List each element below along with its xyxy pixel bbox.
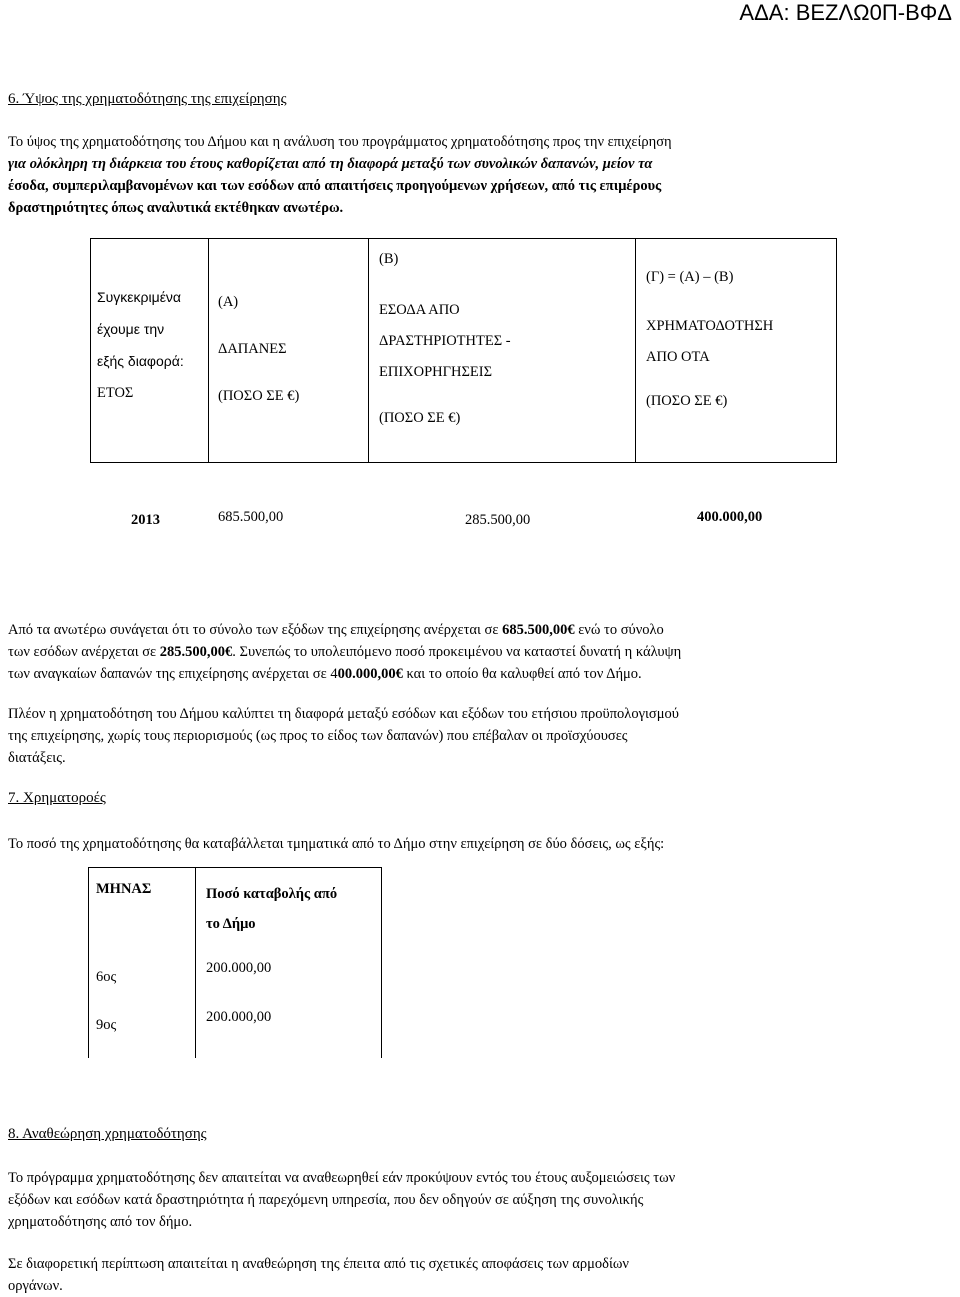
section-7-paragraph: Το ποσό της χρηματοδότησης θα καταβάλλεται τμηματικά από το Δήμο στην επιχείρηση σε δύο δόσεις, ως εξής: [8,836,665,852]
table-border-left [90,238,91,463]
summary-paragraph [8,619,828,685]
section-8-p1-line-3: χρηματοδότησης από τον δήμο. [8,1214,193,1230]
income-total: 285.500,00€ [159,644,233,660]
summary-text: και το οποίο θα καλυφθεί από τον Δήμο. [402,666,642,682]
header-expenses-line-3: (ΠΟΣΟ ΣΕ €) [218,388,300,404]
header-funding-line-2: ΧΡΗΜΑΤΟΔΟΤΗΣΗ [646,318,774,334]
schedule-row-2-month: 9ος [96,1017,117,1033]
section-6-paragraph [8,131,828,219]
header-income-line-2: ΕΣΟΔΑ ΑΠΟ [379,302,460,318]
coverage-line-1: Πλέον η χρηματοδότηση του Δήμου καλύπτει τη διαφορά μεταξύ εσόδων και εξόδων του ετήσιου προϋπολογισμού [8,706,679,722]
section-6-title: 6. Ύψος της χρηματοδότησης της επιχείρησης [8,91,287,107]
schedule-border-right [381,867,382,1058]
section-8-p1-line-2: εξόδων και εσόδων κατά δραστηριότητα ή παρεχόμενη υπηρεσία, που δεν οδηγούν σε αύξηση της συνολικής [8,1192,644,1208]
header-funding-line-3: ΑΠΟ ΟΤΑ [646,349,710,365]
schedule-header-amount-line-2: το Δήμο [206,916,256,932]
header-income-line-4: ΕΠΙΧΟΡΗΓΗΣΕΙΣ [379,364,493,380]
table-divider-3 [635,238,636,463]
table-border-right [836,238,837,463]
summary-text: ενώ το σύνολο [574,622,664,638]
schedule-border-left [88,867,89,1058]
section-8-p2-line-1: Σε διαφορετική περίπτωση απαιτείται η αναθεώρηση της έπειτα από τις σχετικές αποφάσεις των αρμοδίων [8,1256,629,1272]
schedule-row-2-amount: 200.000,00 [206,1009,272,1025]
table-divider-2 [368,238,369,463]
summary-text: των αναγκαίων δαπανών της επιχείρησης ανέρχεται σε 4 [8,666,338,682]
section-6-line-1: Το ύψος της χρηματοδότησης του Δήμου και η ανάλυση του προγράμματος χρηματοδότησης προς την επιχείρηση [8,134,672,150]
header-year-line-2: έχουμε την [97,321,165,337]
header-funding-line-4: (ΠΟΣΟ ΣΕ €) [646,393,728,409]
section-7-title: 7. Χρηματοροές [8,790,106,806]
section-8-paragraph-1 [8,1167,828,1233]
funding-total: 00.000,00€ [337,666,403,682]
coverage-line-3: διατάξεις. [8,750,66,766]
header-year-line-3: εξής διαφορά: [97,353,184,369]
section-6-line-3: έσοδα, συμπεριλαμβανομένων και των εσόδων από απαιτήσεις προηγούμενων χρήσεων, από τις επιμέρους [8,178,662,194]
section-8-p1-line-1: Το πρόγραμμα χρηματοδότησης δεν απαιτείται να αναθεωρηθεί εάν προκύψουν εντός του έτους αυξομειώσεις των [8,1170,676,1186]
row-expenses: 685.500,00 [218,509,284,525]
row-income: 285.500,00 [465,512,531,528]
table-divider-1 [208,238,209,463]
table-border-top [90,238,837,239]
header-expenses-line-1: (Α) [218,294,239,310]
summary-line-2 [8,641,828,663]
header-income-line-1: (Β) [379,251,399,267]
table-header-funding [646,265,773,413]
row-funding: 400.000,00 [697,509,763,525]
section-6-line-4: δραστηριότητες όπως αναλυτικά εκτέθηκαν ανωτέρω. [8,200,344,216]
table-border-mid [90,462,837,463]
table-header-expenses [218,279,299,420]
header-year-line-4: ΕΤΟΣ [97,385,134,401]
funding-coverage-paragraph [8,703,828,769]
schedule-row-1-amount: 200.000,00 [206,960,272,976]
summary-text: Από τα ανωτέρω συνάγεται ότι το σύνολο των εξόδων της επιχείρησης ανέρχεται σε [8,622,503,638]
schedule-header-amount [206,879,337,939]
section-8-title: 8. Αναθεώρηση χρηματοδότησης [8,1126,207,1142]
summary-text: . Συνεπώς το υπολειπόμενο ποσό προκειμένου να καταστεί δυνατή η κάλυψη [232,644,682,660]
coverage-line-2: της επιχείρησης, χωρίς τους περιορισμούς (ως προς το είδος των δαπανών) που επέβαλαν οι προϊσχύουσες [8,728,628,744]
schedule-row-1-month: 6ος [96,969,117,985]
header-income-line-3: ΔΡΑΣΤΗΡΙΟΤΗΤΕΣ - [379,333,511,349]
row-year: 2013 [131,512,160,528]
header-funding-line-1: (Γ) = (Α) – (Β) [646,269,734,285]
schedule-divider [195,867,196,1058]
schedule-header-month: ΜΗΝΑΣ [96,881,152,897]
table-header-income [379,247,511,430]
summary-line-3 [8,663,828,685]
header-income-line-5: (ΠΟΣΟ ΣΕ €) [379,410,461,426]
section-8-paragraph-2 [8,1253,828,1297]
summary-text: των εσόδων ανέρχεται σε [8,644,160,660]
schedule-border-top [88,867,382,868]
table-header-year [97,281,184,409]
header-expenses-line-2: ΔΑΠΑΝΕΣ [218,341,287,357]
summary-line-1 [8,619,828,641]
section-8-p2-line-2: οργάνων. [8,1278,63,1294]
ada-code: ΑΔΑ: ΒΕΖΛΩ0Π-ΒΦΔ [739,0,952,25]
schedule-header-amount-line-1: Ποσό καταβολής από [206,886,338,902]
header-year-line-1: Συγκεκριμένα [97,289,182,305]
expenses-total: 685.500,00€ [502,622,575,638]
section-6-line-2: για ολόκληρη τη διάρκεια του έτους καθορίζεται από τη διαφορά μεταξύ των συνολικών δαπανών, μείον τα [8,156,653,172]
